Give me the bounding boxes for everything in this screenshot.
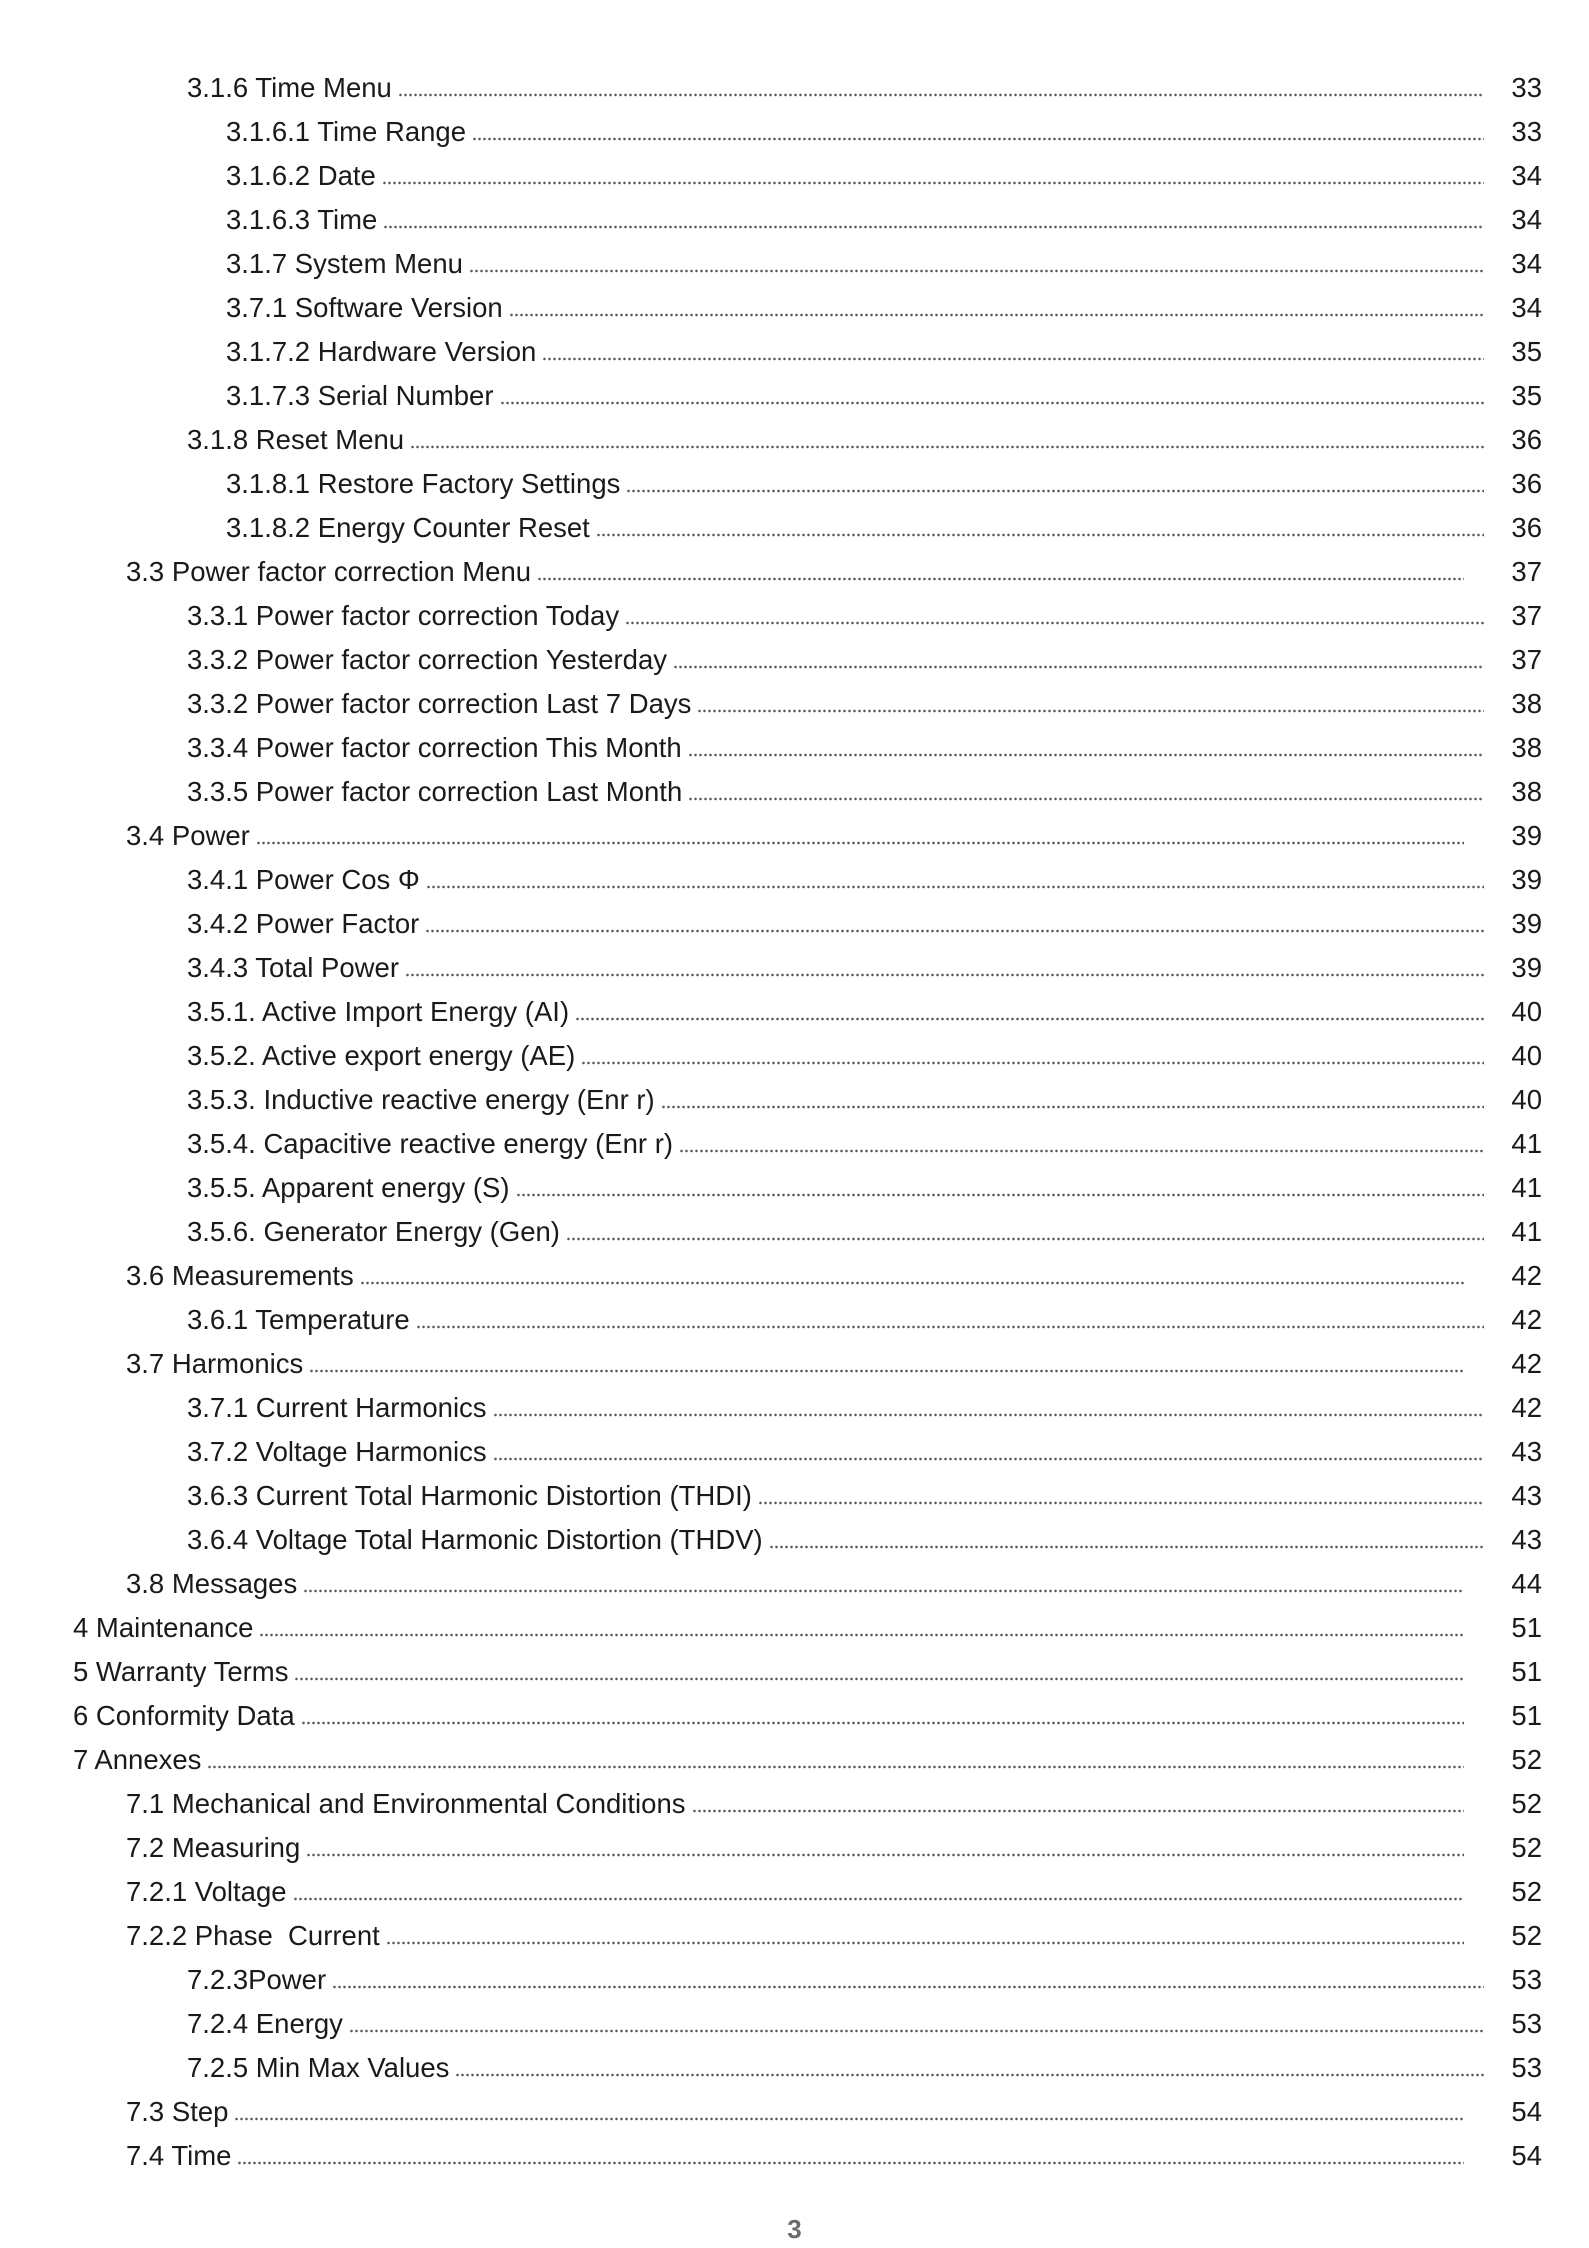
toc-entry-title: 3.3.2 Power factor correction Last 7 Days bbox=[187, 688, 692, 720]
toc-entry-title: 6 Conformity Data bbox=[73, 1700, 295, 1732]
toc-entry-title: 7 Annexes bbox=[73, 1744, 202, 1776]
toc-entry-page: 33 bbox=[1511, 116, 1542, 148]
toc-entry[interactable] bbox=[0, 2090, 1589, 2134]
toc-entry-page: 38 bbox=[1511, 776, 1542, 808]
dot-leader bbox=[234, 2115, 1464, 2123]
toc-entry-page: 52 bbox=[1511, 1744, 1542, 1776]
toc-entry[interactable] bbox=[0, 1298, 1589, 1342]
toc-entry[interactable] bbox=[0, 110, 1589, 154]
dot-leader bbox=[306, 1851, 1464, 1859]
dot-leader bbox=[455, 2071, 1484, 2079]
toc-entry[interactable] bbox=[0, 814, 1589, 858]
toc-entry[interactable] bbox=[0, 330, 1589, 374]
dot-leader bbox=[542, 355, 1484, 363]
dot-leader bbox=[575, 1015, 1484, 1023]
toc-entry-page: 40 bbox=[1511, 1084, 1542, 1116]
toc-entry[interactable] bbox=[0, 66, 1589, 110]
dot-leader bbox=[410, 443, 1484, 451]
toc-entry[interactable] bbox=[0, 462, 1589, 506]
dot-leader bbox=[383, 223, 1484, 231]
dot-leader bbox=[405, 971, 1484, 979]
dot-leader bbox=[293, 1895, 1464, 1903]
toc-entry-page: 34 bbox=[1511, 292, 1542, 324]
toc-entry-page: 40 bbox=[1511, 996, 1542, 1028]
toc-entry-page: 39 bbox=[1511, 908, 1542, 940]
dot-leader bbox=[309, 1367, 1464, 1375]
dot-leader bbox=[425, 927, 1484, 935]
toc-entry-page: 52 bbox=[1511, 1832, 1542, 1864]
toc-entry-page: 37 bbox=[1511, 556, 1542, 588]
toc-entry[interactable] bbox=[0, 1694, 1589, 1738]
toc-entry[interactable] bbox=[0, 1650, 1589, 1694]
dot-leader bbox=[259, 1631, 1464, 1639]
toc-entry[interactable] bbox=[0, 550, 1589, 594]
toc-entry-page: 42 bbox=[1511, 1304, 1542, 1336]
toc-entry[interactable] bbox=[0, 1210, 1589, 1254]
toc-entry-title: 7.2.5 Min Max Values bbox=[187, 2052, 450, 2084]
toc-entry-title: 3.1.6.3 Time bbox=[226, 204, 378, 236]
toc-entry[interactable] bbox=[0, 1078, 1589, 1122]
toc-entry[interactable] bbox=[0, 1386, 1589, 1430]
toc-entry-title: 3.6.3 Current Total Harmonic Distortion (THDI) bbox=[187, 1480, 752, 1512]
toc-entry-title: 3.6.1 Temperature bbox=[187, 1304, 410, 1336]
dot-leader bbox=[516, 1191, 1484, 1199]
toc-entry-page: 52 bbox=[1511, 1920, 1542, 1952]
toc-entry-page: 39 bbox=[1511, 952, 1542, 984]
toc-entry[interactable] bbox=[0, 506, 1589, 550]
toc-entry[interactable] bbox=[0, 374, 1589, 418]
toc-entry-title: 7.4 Time bbox=[126, 2140, 232, 2172]
toc-entry[interactable] bbox=[0, 1606, 1589, 1650]
toc-entry-page: 39 bbox=[1511, 820, 1542, 852]
toc-entry-page: 43 bbox=[1511, 1480, 1542, 1512]
toc-entry[interactable] bbox=[0, 726, 1589, 770]
toc-entry[interactable] bbox=[0, 198, 1589, 242]
dot-leader bbox=[207, 1763, 1464, 1771]
toc-entry-page: 34 bbox=[1511, 160, 1542, 192]
dot-leader bbox=[692, 1807, 1465, 1815]
toc-entry-title: 3.3.4 Power factor correction This Month bbox=[187, 732, 682, 764]
dot-leader bbox=[537, 575, 1464, 583]
dot-leader bbox=[758, 1499, 1484, 1507]
dot-leader bbox=[679, 1147, 1484, 1155]
toc-entry-page: 51 bbox=[1511, 1700, 1542, 1732]
dot-leader bbox=[294, 1675, 1464, 1683]
toc-entry-title: 3.4.3 Total Power bbox=[187, 952, 399, 984]
toc-entry-page: 51 bbox=[1511, 1612, 1542, 1644]
toc-entry[interactable] bbox=[0, 1562, 1589, 1606]
toc-entry[interactable] bbox=[0, 1430, 1589, 1474]
toc-entry-title: 3.1.7.2 Hardware Version bbox=[226, 336, 537, 368]
toc-entry-title: 7.2.3Power bbox=[187, 1964, 327, 1996]
toc-entry-title: 3.7.1 Current Harmonics bbox=[187, 1392, 487, 1424]
toc-entry-page: 41 bbox=[1511, 1172, 1542, 1204]
toc-entry-title: 3.8 Messages bbox=[126, 1568, 298, 1600]
toc-entry[interactable] bbox=[0, 1782, 1589, 1826]
toc-entry[interactable] bbox=[0, 1034, 1589, 1078]
toc-entry-page: 40 bbox=[1511, 1040, 1542, 1072]
toc-entry-page: 37 bbox=[1511, 600, 1542, 632]
dot-leader bbox=[493, 1411, 1484, 1419]
toc-entry-title: 3.6 Measurements bbox=[126, 1260, 354, 1292]
toc-entry-page: 42 bbox=[1511, 1392, 1542, 1424]
toc-entry-title: 7.2.4 Energy bbox=[187, 2008, 343, 2040]
toc-entry-title: 4 Maintenance bbox=[73, 1612, 254, 1644]
toc-entry-page: 34 bbox=[1511, 248, 1542, 280]
toc-entry[interactable] bbox=[0, 638, 1589, 682]
toc-entry-page: 42 bbox=[1511, 1348, 1542, 1380]
toc-entry[interactable] bbox=[0, 2134, 1589, 2178]
toc-entry[interactable] bbox=[0, 154, 1589, 198]
dot-leader bbox=[596, 531, 1484, 539]
toc-entry-page: 53 bbox=[1511, 2052, 1542, 2084]
toc-entry-title: 3.7.1 Software Version bbox=[226, 292, 503, 324]
toc-entry[interactable] bbox=[0, 1738, 1589, 1782]
dot-leader bbox=[301, 1719, 1464, 1727]
toc-entry[interactable] bbox=[0, 418, 1589, 462]
dot-leader bbox=[398, 91, 1484, 99]
dot-leader bbox=[332, 1983, 1484, 1991]
toc-entry[interactable] bbox=[0, 594, 1589, 638]
dot-leader bbox=[237, 2159, 1464, 2167]
toc-entry[interactable] bbox=[0, 286, 1589, 330]
toc-entry-title: 3.7.2 Voltage Harmonics bbox=[187, 1436, 487, 1468]
toc-entry-title: 7.1 Mechanical and Environmental Conditions bbox=[126, 1788, 686, 1820]
toc-entry-title: 3.6.4 Voltage Total Harmonic Distortion (THDV) bbox=[187, 1524, 763, 1556]
toc-entry-title: 3.5.4. Capacitive reactive energy (Enr r) bbox=[187, 1128, 674, 1160]
dot-leader bbox=[581, 1059, 1484, 1067]
toc-entry-page: 51 bbox=[1511, 1656, 1542, 1688]
toc-entry-page: 42 bbox=[1511, 1260, 1542, 1292]
dot-leader bbox=[566, 1235, 1484, 1243]
dot-leader bbox=[688, 795, 1484, 803]
toc-entry-title: 3.3.2 Power factor correction Yesterday bbox=[187, 644, 667, 676]
toc-entry[interactable] bbox=[0, 1254, 1589, 1298]
toc-entry-title: 3.5.5. Apparent energy (S) bbox=[187, 1172, 510, 1204]
dot-leader bbox=[256, 839, 1464, 847]
toc-entry-page: 52 bbox=[1511, 1788, 1542, 1820]
dot-leader bbox=[382, 179, 1484, 187]
toc-entry-title: 7.2 Measuring bbox=[126, 1832, 301, 1864]
dot-leader bbox=[661, 1103, 1484, 1111]
toc-entry[interactable] bbox=[0, 1958, 1589, 2002]
toc-entry-page: 34 bbox=[1511, 204, 1542, 236]
dot-leader bbox=[626, 487, 1484, 495]
toc-entry-title: 3.1.6.1 Time Range bbox=[226, 116, 467, 148]
toc-entry[interactable] bbox=[0, 242, 1589, 286]
toc-entry-title: 3.1.8 Reset Menu bbox=[187, 424, 405, 456]
toc-entry[interactable] bbox=[0, 1914, 1589, 1958]
dot-leader bbox=[349, 2027, 1484, 2035]
dot-leader bbox=[469, 267, 1484, 275]
table-of-contents bbox=[0, 66, 1589, 2178]
toc-entry[interactable] bbox=[0, 1870, 1589, 1914]
toc-entry-title: 3.5.2. Active export energy (AE) bbox=[187, 1040, 576, 1072]
dot-leader bbox=[426, 883, 1484, 891]
toc-entry-page: 36 bbox=[1511, 468, 1542, 500]
toc-entry-page: 41 bbox=[1511, 1216, 1542, 1248]
toc-entry-page: 37 bbox=[1511, 644, 1542, 676]
toc-entry-page: 35 bbox=[1511, 336, 1542, 368]
dot-leader bbox=[386, 1939, 1464, 1947]
dot-leader bbox=[416, 1323, 1484, 1331]
toc-entry-page: 35 bbox=[1511, 380, 1542, 412]
dot-leader bbox=[625, 619, 1484, 627]
toc-entry-title: 3.1.6.2 Date bbox=[226, 160, 376, 192]
toc-entry-title: 3.3.1 Power factor correction Today bbox=[187, 600, 620, 632]
toc-entry-page: 54 bbox=[1511, 2140, 1542, 2172]
dot-leader bbox=[500, 399, 1485, 407]
toc-entry-title: 3.7 Harmonics bbox=[126, 1348, 304, 1380]
dot-leader bbox=[303, 1587, 1464, 1595]
toc-entry[interactable] bbox=[0, 682, 1589, 726]
dot-leader bbox=[697, 707, 1484, 715]
dot-leader bbox=[360, 1279, 1464, 1287]
toc-entry-page: 36 bbox=[1511, 512, 1542, 544]
toc-entry-page: 43 bbox=[1511, 1436, 1542, 1468]
toc-entry-page: 38 bbox=[1511, 732, 1542, 764]
toc-entry[interactable] bbox=[0, 770, 1589, 814]
toc-entry-title: 3.5.6. Generator Energy (Gen) bbox=[187, 1216, 560, 1248]
toc-entry-page: 44 bbox=[1511, 1568, 1542, 1600]
toc-entry[interactable] bbox=[0, 902, 1589, 946]
dot-leader bbox=[673, 663, 1484, 671]
toc-entry-title: 7.3 Step bbox=[126, 2096, 229, 2128]
toc-entry-title: 3.4.1 Power Cos Φ bbox=[187, 864, 420, 896]
toc-entry-page: 54 bbox=[1511, 2096, 1542, 2128]
toc-entry-page: 53 bbox=[1511, 1964, 1542, 1996]
toc-entry-page: 53 bbox=[1511, 2008, 1542, 2040]
toc-entry-title: 3.5.1. Active Import Energy (AI) bbox=[187, 996, 570, 1028]
toc-entry-title: 3.4.2 Power Factor bbox=[187, 908, 420, 940]
toc-entry[interactable] bbox=[0, 2002, 1589, 2046]
toc-entry[interactable] bbox=[0, 1166, 1589, 1210]
dot-leader bbox=[472, 135, 1484, 143]
page-number: 3 bbox=[787, 2214, 802, 2244]
toc-entry-page: 36 bbox=[1511, 424, 1542, 456]
toc-entry-title: 7.2.1 Voltage bbox=[126, 1876, 287, 1908]
toc-entry-title: 3.5.3. Inductive reactive energy (Enr r) bbox=[187, 1084, 655, 1116]
toc-entry[interactable] bbox=[0, 946, 1589, 990]
toc-entry[interactable] bbox=[0, 1122, 1589, 1166]
toc-entry-page: 43 bbox=[1511, 1524, 1542, 1556]
toc-entry-title: 3.1.6 Time Menu bbox=[187, 72, 392, 104]
toc-entry-title: 3.4 Power bbox=[126, 820, 250, 852]
dot-leader bbox=[509, 311, 1484, 319]
toc-entry-title: 3.3 Power factor correction Menu bbox=[126, 556, 532, 588]
toc-entry-page: 52 bbox=[1511, 1876, 1542, 1908]
toc-entry-page: 41 bbox=[1511, 1128, 1542, 1160]
toc-entry[interactable] bbox=[0, 990, 1589, 1034]
toc-entry-page: 38 bbox=[1511, 688, 1542, 720]
toc-entry[interactable] bbox=[0, 858, 1589, 902]
toc-entry-title: 7.2.2 Phase Current bbox=[126, 1920, 380, 1952]
toc-entry[interactable] bbox=[0, 1826, 1589, 1870]
toc-entry-title: 3.1.8.2 Energy Counter Reset bbox=[226, 512, 590, 544]
toc-entry-page: 33 bbox=[1511, 72, 1542, 104]
toc-entry[interactable] bbox=[0, 1518, 1589, 1562]
toc-entry[interactable] bbox=[0, 1474, 1589, 1518]
toc-entry[interactable] bbox=[0, 1342, 1589, 1386]
toc-entry-title: 3.3.5 Power factor correction Last Month bbox=[187, 776, 683, 808]
toc-entry-title: 5 Warranty Terms bbox=[73, 1656, 289, 1688]
toc-entry-title: 3.1.8.1 Restore Factory Settings bbox=[226, 468, 621, 500]
toc-entry-title: 3.1.7 System Menu bbox=[226, 248, 463, 280]
dot-leader bbox=[769, 1543, 1484, 1551]
toc-entry-page: 39 bbox=[1511, 864, 1542, 896]
dot-leader bbox=[493, 1455, 1484, 1463]
dot-leader bbox=[688, 751, 1484, 759]
toc-entry[interactable] bbox=[0, 2046, 1589, 2090]
toc-entry-title: 3.1.7.3 Serial Number bbox=[226, 380, 494, 412]
